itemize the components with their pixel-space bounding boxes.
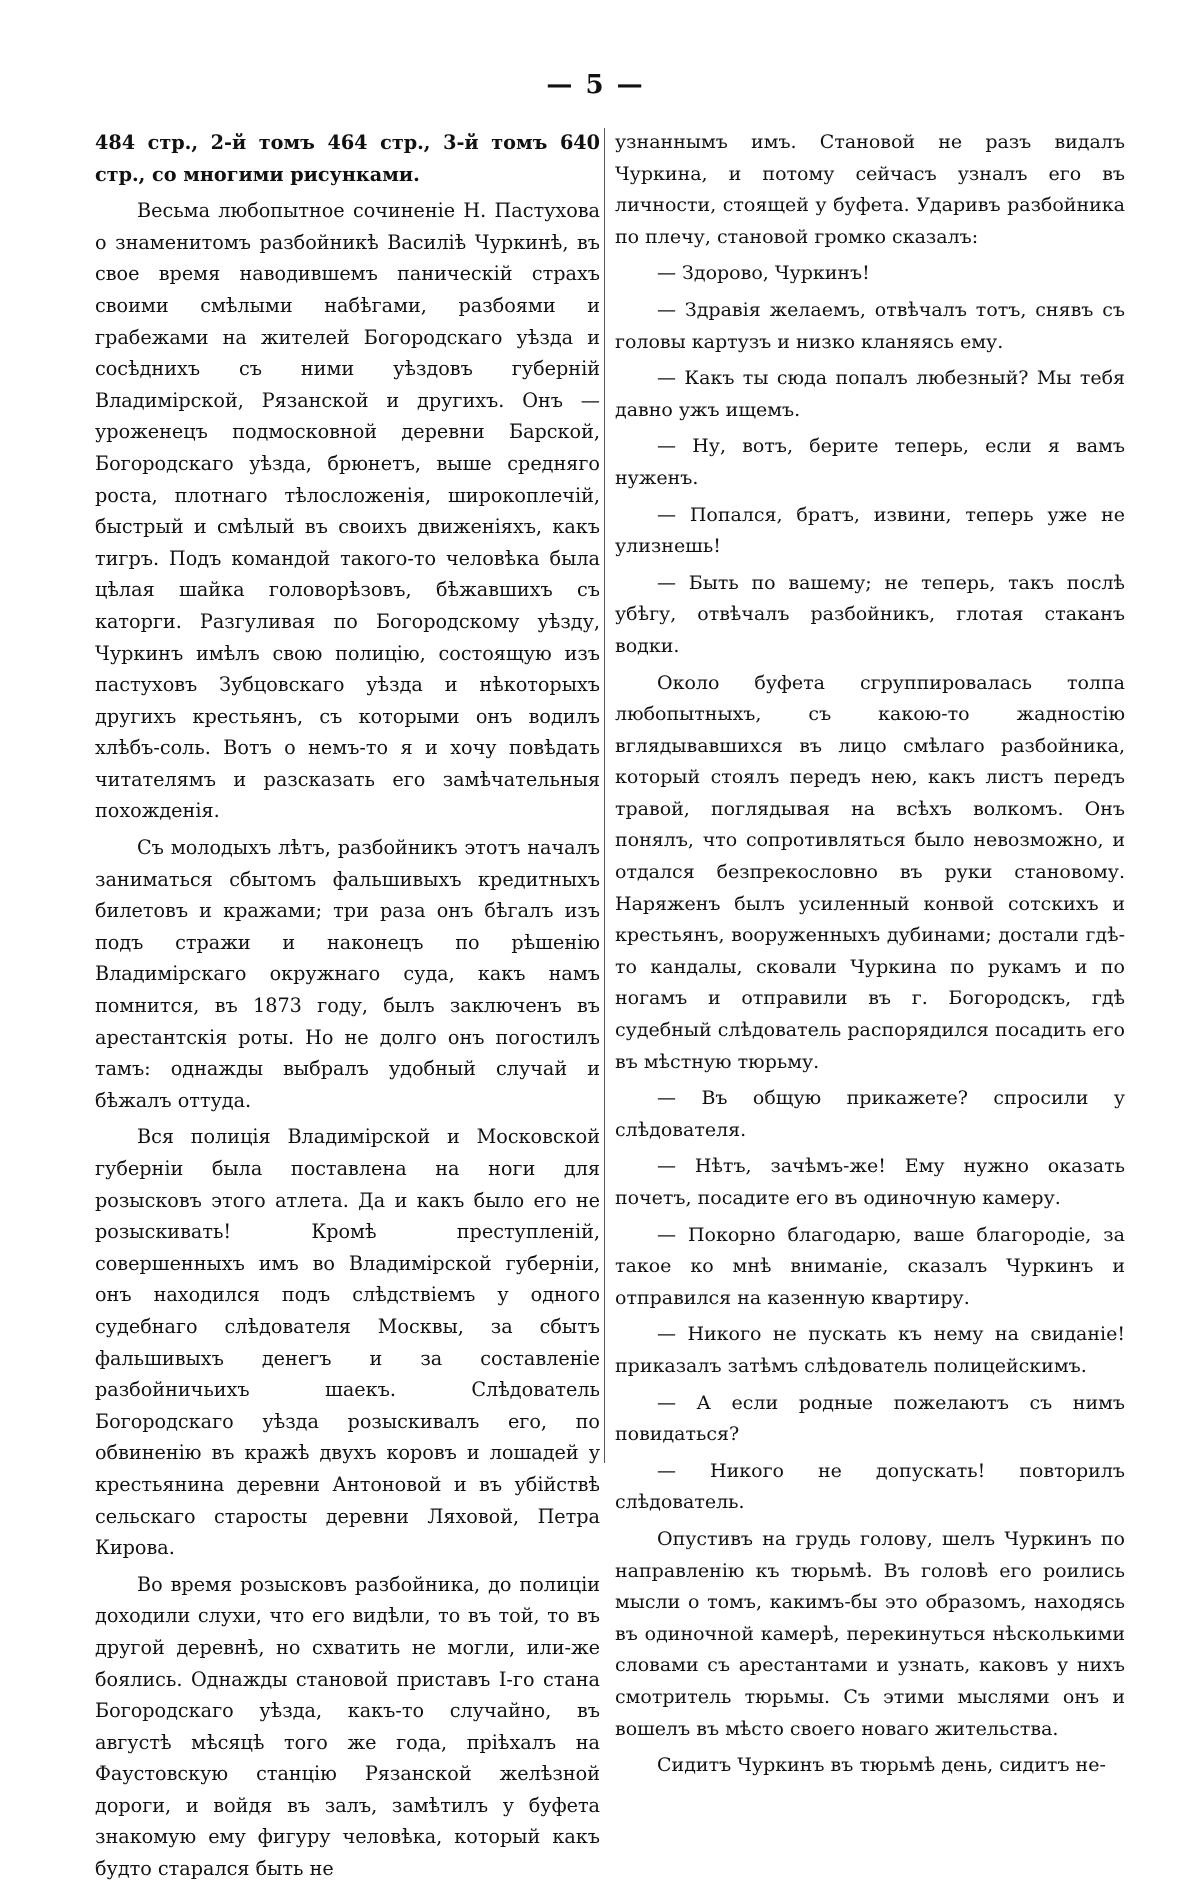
dialogue-line: — Никого не допускать! повторилъ слѣдователь.	[615, 1459, 1125, 1514]
page-number: — 5 —	[546, 70, 645, 100]
paragraph: Весьма любопытное сочиненіе Н. Пастухова о знаменитомъ разбойникѣ Василіѣ Чуркинѣ, въ свое время наводившемъ паническій страхъ своими смѣлыми набѣгами, разбоями и грабежами на жителей Богородскаго уѣзда и сосѣднихъ съ ними уѣздовъ губерній Владимірской, Рязанской и другихъ. Онъ — уроженецъ подмосковной деревни Барской, Богородскаго уѣзда, брюнетъ, выше средняго роста, плотнаго тѣлосложенія, широкоплечій, быстрый и смѣлый въ своихъ движеніяхъ, какъ тигръ. Подъ командой такого-то человѣка была цѣлая шайка головорѣзовъ, бѣжавшихъ съ каторги. Разгуливая по Богородскому уѣзду, Чуркинъ имѣлъ свою полицію, состоящую изъ пастуховъ Зубцовскаго уѣзда и нѣкоторыхъ другихъ крестьянъ, съ которыми онъ водилъ хлѣбъ-соль. Вотъ о немъ-то я и хочу повѣдать читателямъ и разсказать его замѣчательныя похожденія.	[95, 199, 600, 823]
paragraph: Вся полиція Владимірской и Московской губерніи была поставлена на ноги для розысковъ этого атлета. Да и какъ было его не розыскивать! Кромѣ преступленій, совершенныхъ имъ во Владимірской губерніи, онъ находился подъ слѣдствіемъ у одного судебнаго слѣдователя Москвы, за сбытъ фальшивыхъ денегъ и за составленіе разбойничьихъ шаекъ. Слѣдователь Богородскаго уѣзда розыскивалъ его, по обвиненію въ кражѣ двухъ коровъ и лошадей у крестьянина деревни Антоновой и въ убійствѣ сельскаго старосты деревни Ляховой, Петра Кирова.	[95, 1125, 600, 1560]
left-column	[95, 127, 600, 1890]
paragraph: 484 стр., 2-й томъ 464 стр., 3-й томъ 640 стр., со многими рисунками.	[95, 131, 600, 186]
right-column	[615, 127, 1125, 1787]
dialogue-line: — Быть по вашему; не теперь, такъ послѣ убѣгу, отвѣчалъ разбойникъ, глотая стаканъ водки.	[615, 571, 1125, 657]
paragraph: Опустивъ на грудь голову, шелъ Чуркинъ по направленію къ тюрьмѣ. Въ головѣ его роились мысли о томъ, какимъ-бы это образомъ, находясь въ одиночной камерѣ, перекинуться нѣсколькими словами съ арестантами и узнать, каковъ у нихъ смотритель тюрьмы. Съ этими мыслями онъ и вошелъ въ мѣсто своего новаго жительства.	[615, 1527, 1125, 1740]
paragraph: узнаннымъ имъ. Становой не разъ видалъ Чуркина, и потому сейчасъ узналъ его въ личности, стоящей у буфета. Ударивъ разбойника по плечу, становой громко сказалъ:	[615, 131, 1125, 248]
dialogue-line: — Ну, вотъ, берите теперь, если я вамъ нуженъ.	[615, 435, 1125, 489]
dialogue-line: — Покорно благодарю, ваше благородіе, за такое ко мнѣ вниманіе, сказалъ Чуркинъ и отправился на казенную квартиру.	[615, 1223, 1125, 1309]
paragraph: Сидитъ Чуркинъ въ тюрьмѣ день, сидитъ не-	[657, 1754, 1106, 1777]
dialogue-line: — Здорово, Чуркинъ!	[657, 262, 870, 285]
paragraph: Около буфета сгруппировалась толпа любопытныхъ, съ какою-то жадностію вглядывавшихся въ лицо смѣлаго разбойника, который стоялъ передъ нею, какъ листъ передъ травой, поглядывая на всѣхъ волкомъ. Онъ понялъ, что сопротивляться было невозможно, и отдался безпрекословно въ руки становому. Наряженъ былъ усиленный конвой сотскихъ и крестьянъ, вооруженныхъ дубинами; достали гдѣ-то кандалы, сковали Чуркина по рукамъ и по ногамъ и отправили въ г. Богородскъ, гдѣ судебный слѣдователь распорядился посадить его въ мѣстную тюрьму.	[615, 671, 1125, 1073]
dialogue-line: — Въ общую прикажете? спросили у слѣдователя.	[615, 1087, 1125, 1141]
dialogue-line: — Какъ ты сюда попалъ любезный? Мы тебя давно ужъ ищемъ.	[615, 367, 1125, 421]
column-divider	[604, 128, 605, 1463]
paragraph: Съ молодыхъ лѣтъ, разбойникъ этотъ началъ заниматься сбытомъ фальшивыхъ кредитныхъ билетовъ и кражами; три раза онъ бѣгалъ изъ подъ стражи и наконецъ по рѣшенію Владимірскаго окружнаго суда, какъ намъ помнится, въ 1873 году, былъ заключенъ въ арестантскія роты. Но не долго онъ погостилъ тамъ: однажды выбралъ удобный случай и бѣжалъ оттуда.	[95, 836, 600, 1112]
dialogue-line: — Здравія желаемъ, отвѣчалъ тотъ, снявъ съ головы картузъ и низко кланяясь ему.	[615, 298, 1125, 353]
dialogue-line: — Попался, братъ, извини, теперь уже не улизнешь!	[615, 503, 1125, 558]
dialogue-line: — А если родные пожелаютъ съ нимъ повидаться?	[615, 1391, 1125, 1446]
dialogue-line: — Нѣтъ, зачѣмъ-же! Ему нужно оказать почетъ, посадите его въ одиночную камеру.	[615, 1155, 1125, 1209]
paragraph: Во время розысковъ разбойника, до полиціи доходили слухи, что его видѣли, то въ той, то въ другой деревнѣ, но схватить не могли, или-же боялись. Однажды становой приставъ I-го стана Богородскаго уѣзда, какъ-то случайно, въ августѣ мѣсяцѣ того же года, пріѣхалъ на Фаустовскую станцію Рязанской желѣзной дороги, и войдя въ залъ, замѣтилъ у буфета знакомую ему фигуру человѣка, который какъ будто старался быть не	[95, 1572, 600, 1881]
dialogue-line: — Никого не пускать къ нему на свиданіе! приказалъ затѣмъ слѣдователь полицейскимъ.	[615, 1323, 1125, 1377]
